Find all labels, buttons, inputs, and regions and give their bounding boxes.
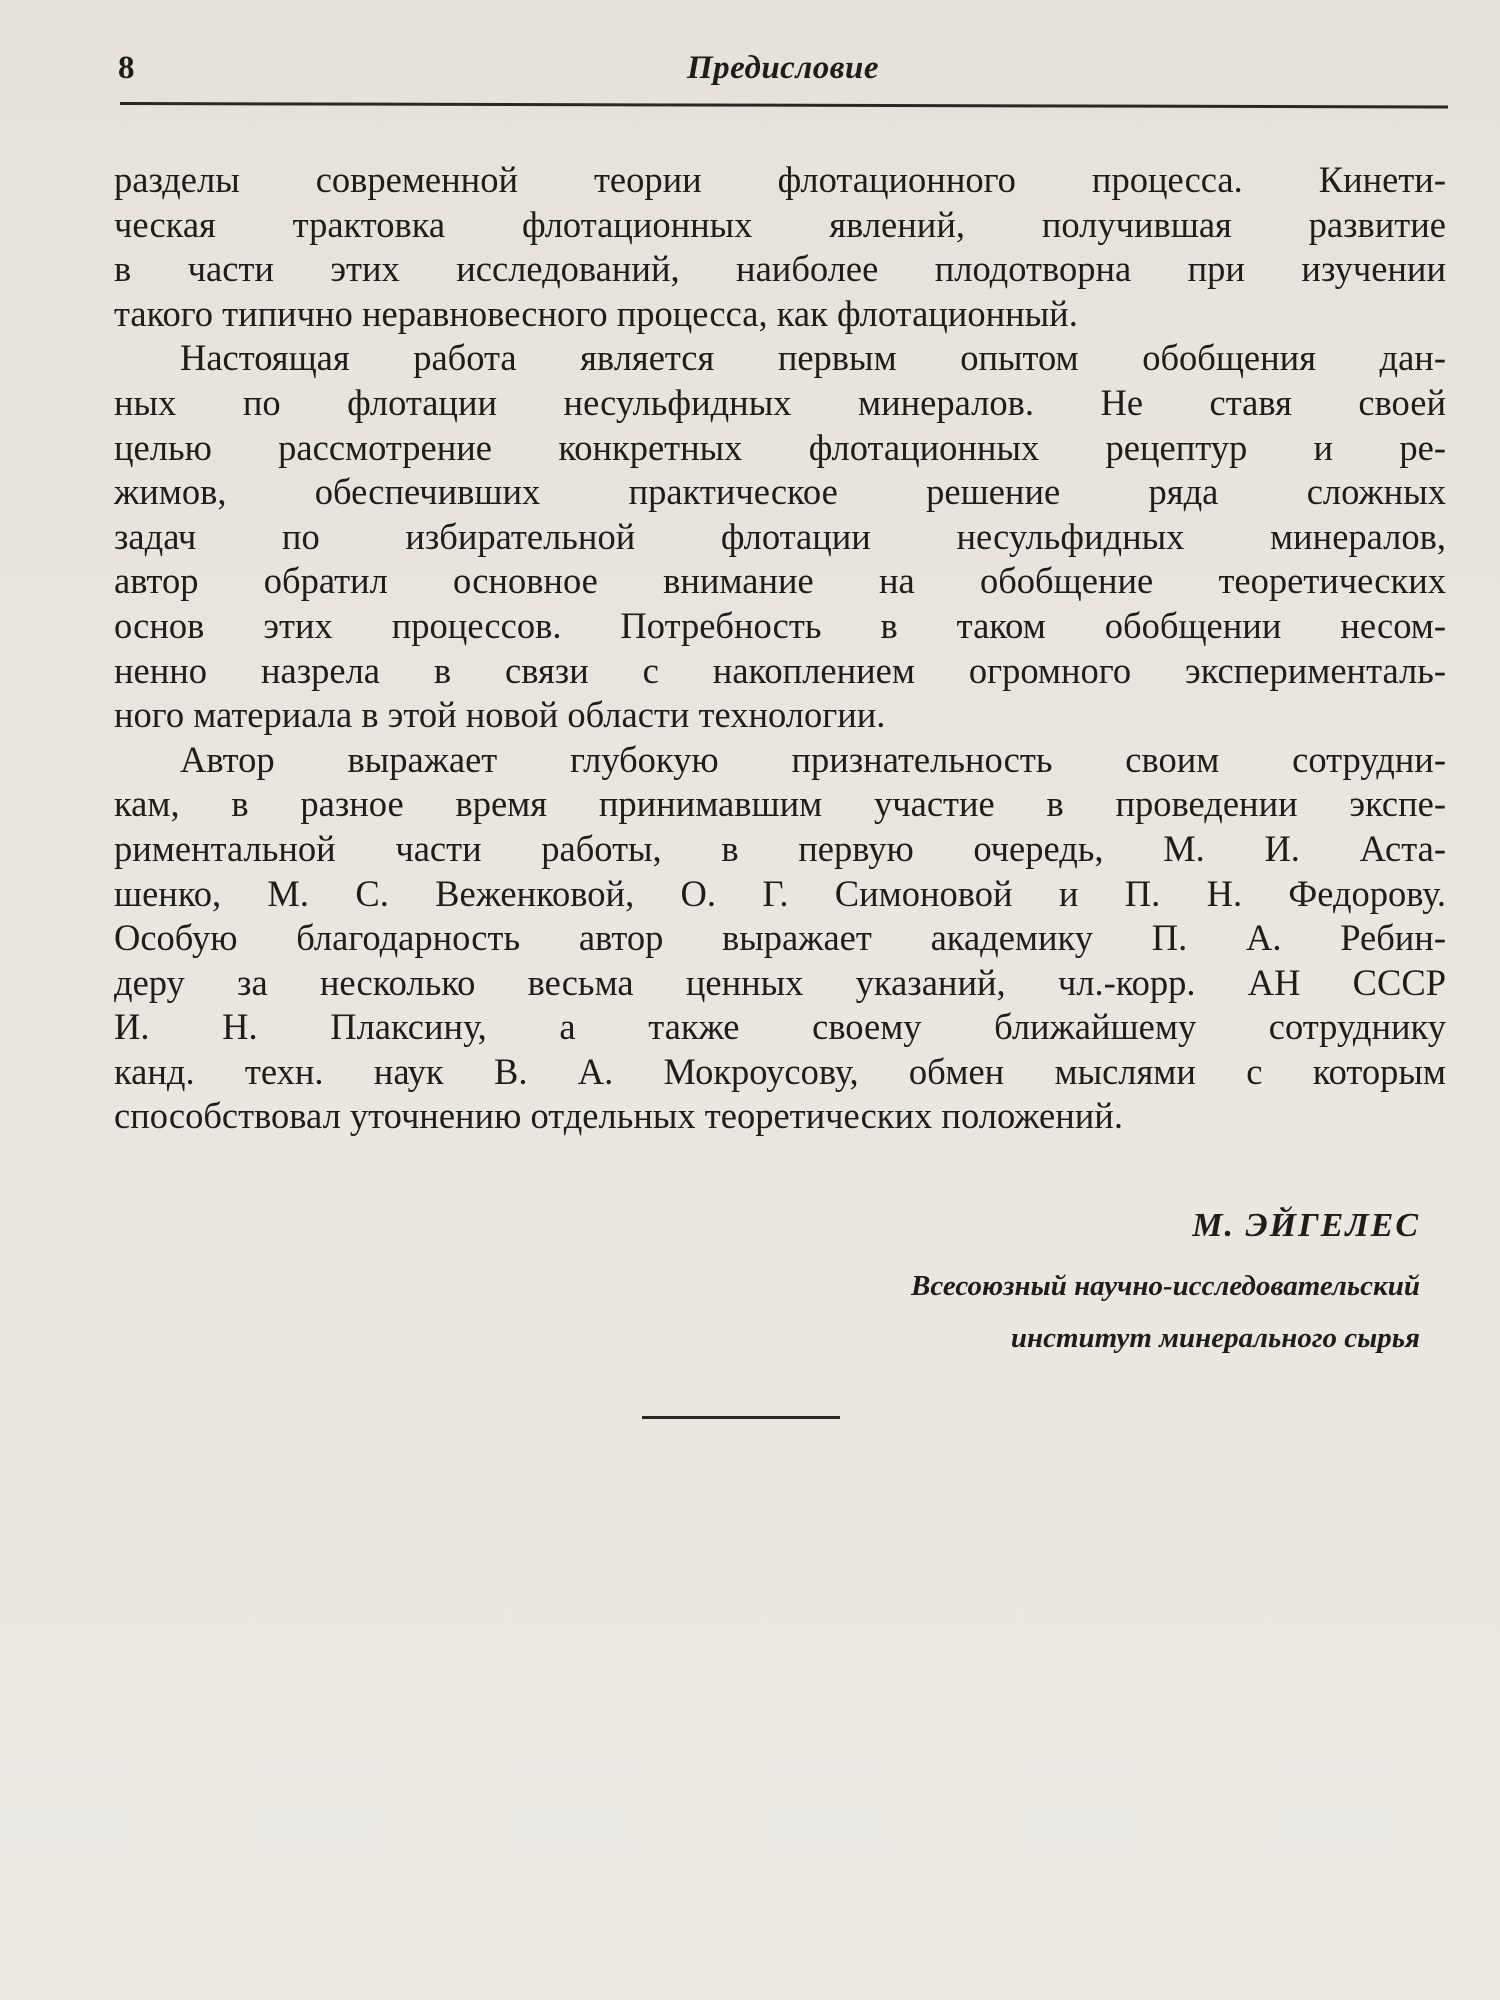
- text-line: ного материала в этой новой области технологии.: [114, 694, 886, 736]
- text-line: И. Н. Плаксину, а также своему ближайшему сотруднику: [114, 1006, 1446, 1048]
- text-line: канд. техн. наук В. А. Мокроусову, обмен мыслями с которым: [114, 1050, 1446, 1092]
- text-line: разделы современной теории флотационного процесса. Кинети-: [114, 159, 1446, 200]
- text-line: Автор выражает глубокую признательность своим сотрудни-: [180, 738, 1446, 780]
- text-line: такого типично неравновесного процесса, как флотационный.: [114, 292, 1078, 334]
- running-title: Предисловие: [686, 50, 880, 86]
- body-text: [114, 158, 1446, 1139]
- text-line: задач по избирательной флотации несульфидных минералов,: [114, 515, 1446, 557]
- header-rule: [120, 102, 1448, 108]
- author-name: М. ЭЙГЕЛЕС: [1192, 1207, 1420, 1244]
- text-line: основ этих процессов. Потребность в таком обобщении несом-: [114, 604, 1446, 646]
- signature-block: [620, 1198, 1420, 1358]
- text-line: жимов, обеспечивших практическое решение ряда сложных: [114, 471, 1446, 513]
- text-line: кам, в разное время принимавшим участие в проведении экспе-: [114, 783, 1446, 825]
- text-line: ненно назрела в связи с накоплением огромного эксперименталь-: [114, 649, 1446, 691]
- text-line: ческая трактовка флотационных явлений, получившая развитие: [114, 203, 1446, 245]
- institute-line: Всесоюзный научно-исследовательский: [911, 1270, 1420, 1302]
- text-line: деру за несколько весьма ценных указаний, чл.-корр. АН СССР: [114, 961, 1446, 1003]
- text-line: Настоящая работа является первым опытом обобщения дан-: [180, 337, 1446, 379]
- text-line: Особую благодарность автор выражает академику П. А. Ребин-: [114, 917, 1446, 959]
- page-number: 8: [118, 50, 135, 86]
- running-head: [118, 44, 1448, 94]
- text-line: автор обратил основное внимание на обобщение теоретических: [114, 560, 1446, 602]
- institute-line: институт минерального сырья: [1010, 1322, 1420, 1354]
- end-rule: [642, 1416, 840, 1419]
- text-line: целью рассмотрение конкретных флотационных рецептур и ре-: [114, 426, 1446, 468]
- text-line: шенко, М. С. Веженковой, О. Г. Симоновой и П. Н. Федорову.: [114, 872, 1446, 914]
- text-line: в части этих исследований, наиболее плодотворна при изучении: [114, 248, 1446, 290]
- text-line: ных по флотации несульфидных минералов. Не ставя своей: [114, 381, 1446, 423]
- text-line: риментальной части работы, в первую очередь, М. И. Аста-: [114, 827, 1446, 869]
- text-line: способствовал уточнению отдельных теоретических положений.: [114, 1095, 1123, 1137]
